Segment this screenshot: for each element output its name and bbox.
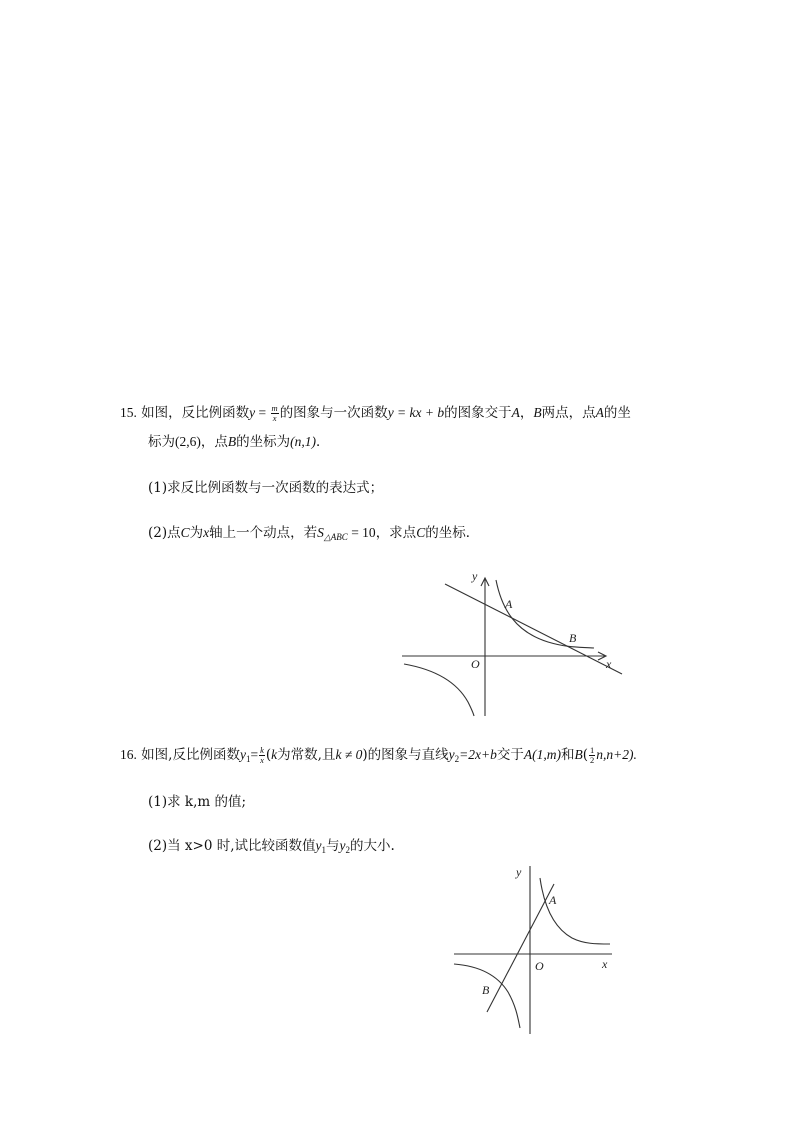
- q16-figure: [450, 858, 622, 1036]
- hyperbola-branch-3: [404, 664, 474, 716]
- q16-text: 如图,反比例函数: [141, 747, 240, 763]
- q15-point: (n,1): [290, 434, 316, 449]
- q15-number: 15.: [120, 405, 137, 420]
- q16-var: B: [574, 747, 583, 762]
- q16-bfrac-num: 1: [590, 745, 595, 755]
- label-a: A: [505, 597, 513, 611]
- q15-part-1: (1)求反比例函数与一次函数的表达式；: [148, 480, 384, 496]
- q15-text: ．: [316, 434, 330, 450]
- q15-eq: = 10: [347, 525, 376, 540]
- q16-subscript: 2: [454, 754, 460, 764]
- q15-text: ，点: [200, 434, 228, 450]
- q16-text: (: [582, 747, 589, 763]
- q16-text: 为常数,且: [277, 747, 336, 763]
- q15-var: B: [533, 405, 542, 420]
- q16-text: 交于: [496, 747, 524, 763]
- label-b: B: [482, 983, 490, 997]
- q15-var: B: [227, 434, 237, 449]
- q16-b-fraction: [589, 746, 595, 765]
- q15-text: ，求点: [375, 525, 417, 541]
- q15-var: S: [317, 525, 324, 540]
- label-b: B: [569, 631, 577, 645]
- q16-subscript: 1: [245, 754, 251, 764]
- label-o: O: [535, 959, 544, 973]
- q15-text: 的图象交于: [444, 405, 512, 421]
- q15-var: y: [249, 405, 256, 420]
- q15-text: 的坐标为: [236, 434, 291, 450]
- q16-eq: =: [250, 747, 259, 762]
- q15-fraction: [271, 404, 279, 423]
- q15-frac-num: m: [271, 403, 278, 413]
- q16-subscript: 2: [345, 845, 351, 855]
- q15-part-2: [148, 525, 479, 543]
- q15-eq: =: [255, 405, 270, 420]
- q15-text: ，: [519, 405, 534, 421]
- label-a: A: [549, 893, 557, 907]
- q15-frac-den: x: [272, 413, 277, 423]
- q16-subscript: 1: [321, 845, 327, 855]
- q15-text: 为: [189, 525, 204, 541]
- linear-function-line: [487, 884, 554, 1012]
- label-x: x: [602, 957, 608, 971]
- q16-part-1: (1)求 k,m 的值;: [148, 794, 247, 810]
- q15-text: 的坐: [603, 405, 631, 421]
- label-y: y: [516, 865, 522, 879]
- q15-text: 的图象与一次函数: [279, 405, 388, 421]
- label-o: O: [471, 657, 480, 671]
- hyperbola-branch-1: [540, 878, 610, 944]
- q15-text: 的坐标．: [425, 525, 480, 541]
- q16-line-1: [120, 746, 637, 765]
- label-x: x: [606, 657, 612, 671]
- q16-text: 的大小.: [350, 838, 395, 854]
- q15-figure: [398, 566, 628, 720]
- q16-frac-den: x: [260, 755, 264, 765]
- hyperbola-branch-1: [496, 580, 594, 648]
- q16-var: y: [448, 747, 455, 762]
- q15-var: C: [180, 525, 190, 540]
- q16-var: y: [239, 747, 246, 762]
- q15-text: 如图，反比例函数: [141, 405, 250, 421]
- q15-line-1: [120, 404, 631, 423]
- q16-line-eq: =2x+b: [459, 747, 497, 762]
- q15-line-2: [148, 434, 330, 450]
- q16-bfrac-den: 2: [590, 755, 595, 765]
- q15-text: (2)点: [148, 525, 181, 541]
- q16-var: y: [315, 838, 322, 853]
- q15-var: C: [416, 525, 426, 540]
- q15-point: (2,6): [175, 434, 201, 449]
- label-y: y: [472, 569, 478, 583]
- q15-text: 两点，点: [541, 405, 596, 421]
- q16-text: (: [265, 747, 272, 763]
- q16-fraction: [259, 746, 265, 765]
- q16-var: k: [271, 747, 278, 762]
- q15-linear: y = kx + b: [387, 405, 445, 420]
- q16-part-2: [148, 838, 395, 856]
- q16-point: n,n+2).: [596, 747, 637, 762]
- q16-text: 和: [560, 747, 575, 763]
- q16-text: 与: [326, 838, 340, 854]
- q16-point: (1,m): [532, 747, 561, 762]
- q16-number: 16.: [120, 747, 137, 762]
- q16-text: (2)当 x>0 时,试比较函数值: [148, 838, 316, 854]
- q15-var: A: [511, 405, 520, 420]
- q15-var: x: [203, 525, 210, 540]
- q16-frac-num: k: [260, 745, 264, 755]
- q16-text: )的图象与直线: [362, 747, 449, 763]
- q15-text: 标为: [148, 434, 175, 450]
- q15-var: A: [595, 405, 604, 420]
- q15-text: 轴上一个动点，若: [209, 525, 318, 541]
- q16-cond: k ≠ 0: [335, 747, 363, 762]
- q16-var: y: [339, 838, 346, 853]
- q16-var: A: [523, 747, 533, 762]
- q15-subscript: △ABC: [323, 532, 348, 542]
